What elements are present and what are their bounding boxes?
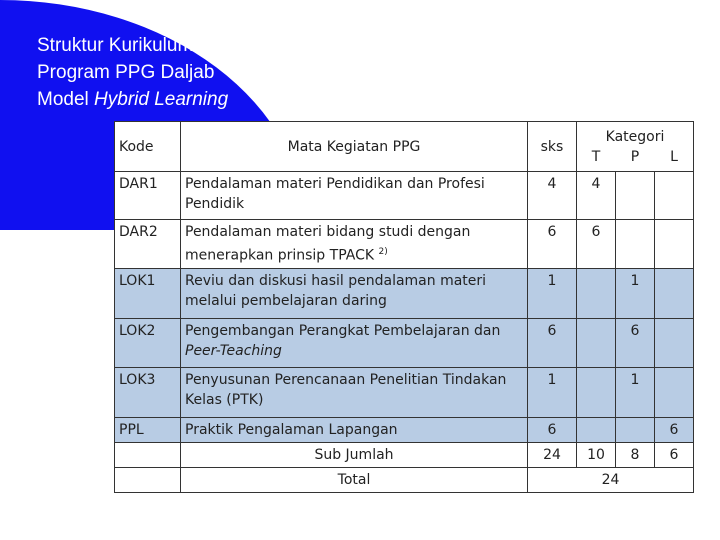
row-p (616, 418, 655, 443)
row-l (655, 368, 694, 418)
title-line-3-prefix: Model (37, 89, 95, 110)
header-name: Mata Kegiatan PPG (181, 122, 528, 172)
row-sks: 6 (528, 418, 577, 443)
table-row (115, 220, 694, 269)
row-l: 6 (655, 418, 694, 443)
slide-title (37, 32, 228, 113)
table-header-row (115, 122, 694, 172)
row-sks: 1 (528, 368, 577, 418)
table-row (115, 269, 694, 319)
header-sks: sks (528, 122, 577, 172)
header-code: Kode (115, 122, 181, 172)
title-line-3 (37, 86, 228, 113)
subtotal-t: 10 (577, 443, 616, 468)
subtotal-code-cell (115, 443, 181, 468)
row-p (616, 172, 655, 220)
row-name-text: Pengembangan Perangkat Pembelajaran dan (185, 323, 501, 339)
row-code: PPL (115, 418, 181, 443)
row-p: 1 (616, 269, 655, 319)
row-t (577, 269, 616, 319)
row-name: Pendalaman materi Pendidikan dan Profesi Pendidik (181, 172, 528, 220)
row-sks: 6 (528, 319, 577, 368)
total-value: 24 (528, 468, 694, 493)
table-row (115, 319, 694, 368)
row-code: DAR2 (115, 220, 181, 269)
subtotal-row (115, 443, 694, 468)
row-p: 1 (616, 368, 655, 418)
row-code: DAR1 (115, 172, 181, 220)
row-p (616, 220, 655, 269)
header-category (577, 122, 694, 172)
table-row (115, 368, 694, 418)
total-code-cell (115, 468, 181, 493)
row-l (655, 172, 694, 220)
header-category-subcols (577, 147, 693, 167)
row-l (655, 220, 694, 269)
row-code: LOK3 (115, 368, 181, 418)
row-name: Penyusunan Perencanaan Penelitian Tindakan Kelas (PTK) (181, 368, 528, 418)
row-l (655, 269, 694, 319)
row-sks: 4 (528, 172, 577, 220)
title-line-2: Program PPG Daljab (37, 62, 215, 83)
row-l (655, 319, 694, 368)
subtotal-p: 8 (616, 443, 655, 468)
row-t (577, 368, 616, 418)
row-name: Praktik Pengalaman Lapangan (181, 418, 528, 443)
row-name (181, 220, 528, 269)
row-name-text: Pendalaman materi bidang studi dengan menerapkan prinsip TPACK (185, 224, 471, 264)
row-name-superscript: 2) (378, 247, 388, 257)
row-code: LOK1 (115, 269, 181, 319)
subtotal-sks: 24 (528, 443, 577, 468)
row-sks: 6 (528, 220, 577, 269)
row-name: Reviu dan diskusi hasil pendalaman materi melalui pembelajaran daring (181, 269, 528, 319)
row-t (577, 319, 616, 368)
header-p: P (630, 148, 640, 165)
table-row (115, 172, 694, 220)
header-category-title: Kategori (605, 128, 665, 145)
row-t (577, 418, 616, 443)
row-t: 4 (577, 172, 616, 220)
header-l: L (670, 148, 678, 165)
subtotal-label: Sub Jumlah (181, 443, 528, 468)
total-label: Total (181, 468, 528, 493)
row-p: 6 (616, 319, 655, 368)
curriculum-table (114, 121, 694, 493)
row-name-italic: Peer-Teaching (185, 343, 282, 359)
subtotal-l: 6 (655, 443, 694, 468)
row-t: 6 (577, 220, 616, 269)
table-row (115, 418, 694, 443)
title-line-1: Struktur Kurikulum (37, 35, 194, 56)
row-code: LOK2 (115, 319, 181, 368)
title-line-3-emphasis: Hybrid Learning (94, 89, 229, 110)
row-sks: 1 (528, 269, 577, 319)
row-name (181, 319, 528, 368)
header-t: T (591, 148, 601, 165)
total-row (115, 468, 694, 493)
